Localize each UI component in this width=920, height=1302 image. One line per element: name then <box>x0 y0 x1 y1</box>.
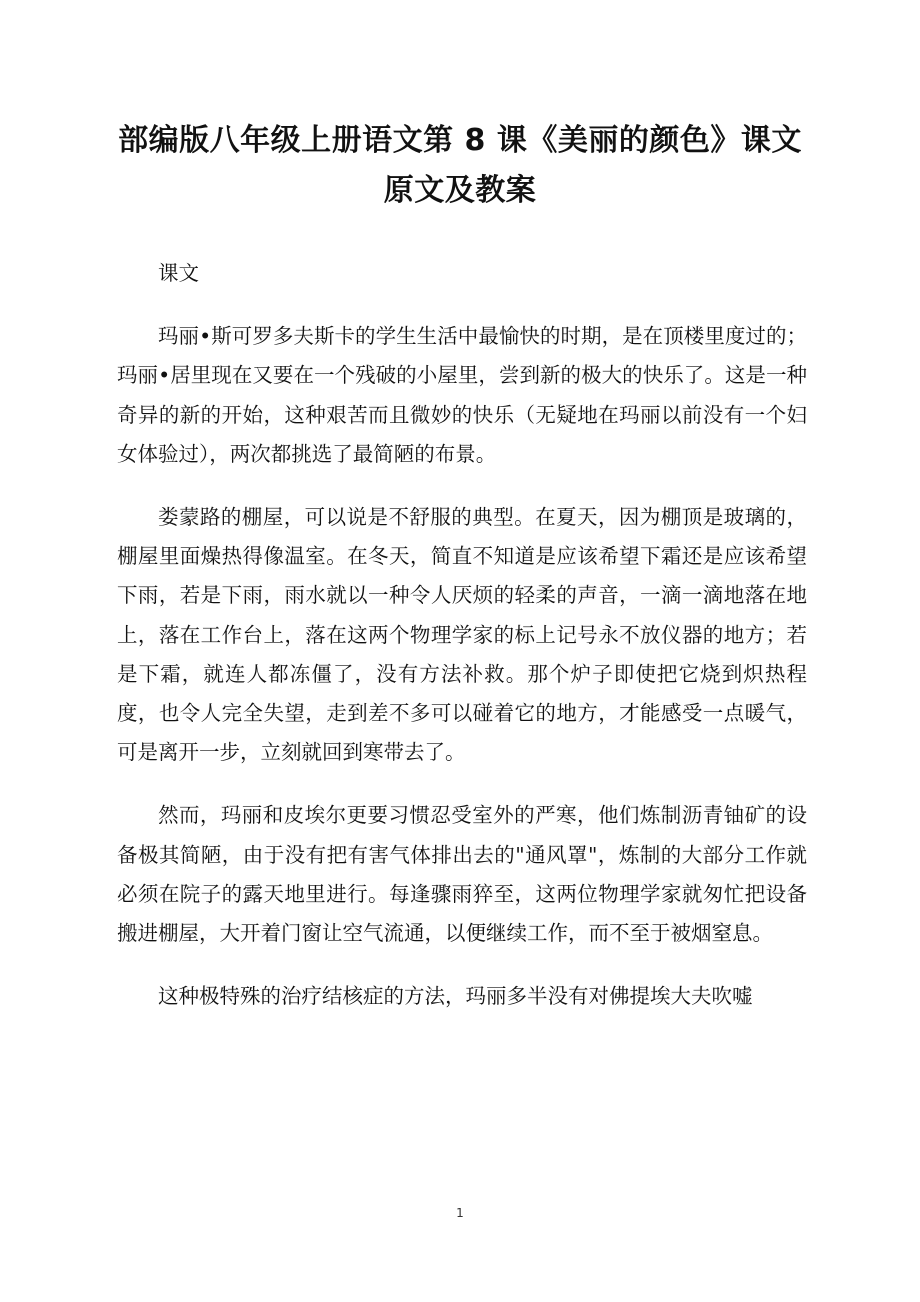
page-number: 1 <box>456 1206 464 1220</box>
section-heading: 课文 <box>158 261 199 285</box>
document-title-line-1: 部编版八年级上册语文第 8 课《美丽的颜色》课文 <box>118 123 802 158</box>
document-body <box>117 254 807 1040</box>
paragraph: 然而，玛丽和皮埃尔更要习惯忍受室外的严寒，他们炼制沥青铀矿的设备极其简陋，由于没有把有害气体排出去的"通风罩"，炼制的大部分工作就必须在院子的露天地里进行。每逢骤雨猝至，这两位物理学家就匆忙把设备搬进棚屋，大开着门窗让空气流通，以便继续工作，而不至于被烟窒息。 <box>117 803 807 946</box>
paragraph: 娄蒙路的棚屋，可以说是不舒服的典型。在夏天，因为棚顶是玻璃的，棚屋里面燥热得像温室。在冬天，简直不知道是应该希望下霜还是应该希望下雨，若是下雨，雨水就以一种令人厌烦的轻柔的声音，一滴一滴地落在地上，落在工作台上，落在这两个物理学家的标上记号永不放仪器的地方；若是下霜，就连人都冻僵了，没有方法补救。那个炉子即使把它烧到炽热程度，也令人完全失望，走到差不多可以碰着它的地方，才能感受一点暖气，可是离开一步，立刻就回到寒带去了。 <box>117 505 807 765</box>
paragraph: 玛丽•斯可罗多夫斯卡的学生生活中最愉快的时期，是在顶楼里度过的；玛丽•居里现在又要在一个残破的小屋里，尝到新的极大的快乐了。这是一种奇异的新的开始，这种艰苦而且微妙的快乐（无疑地在玛丽以前没有一个妇女体验过），两次都挑选了最简陋的布景。 <box>117 324 807 466</box>
paragraph: 这种极特殊的治疗结核症的方法，玛丽多半没有对佛提埃大夫吹嘘 <box>158 984 753 1009</box>
document-title-line-2: 原文及教案 <box>383 173 537 208</box>
document-title <box>100 116 820 216</box>
